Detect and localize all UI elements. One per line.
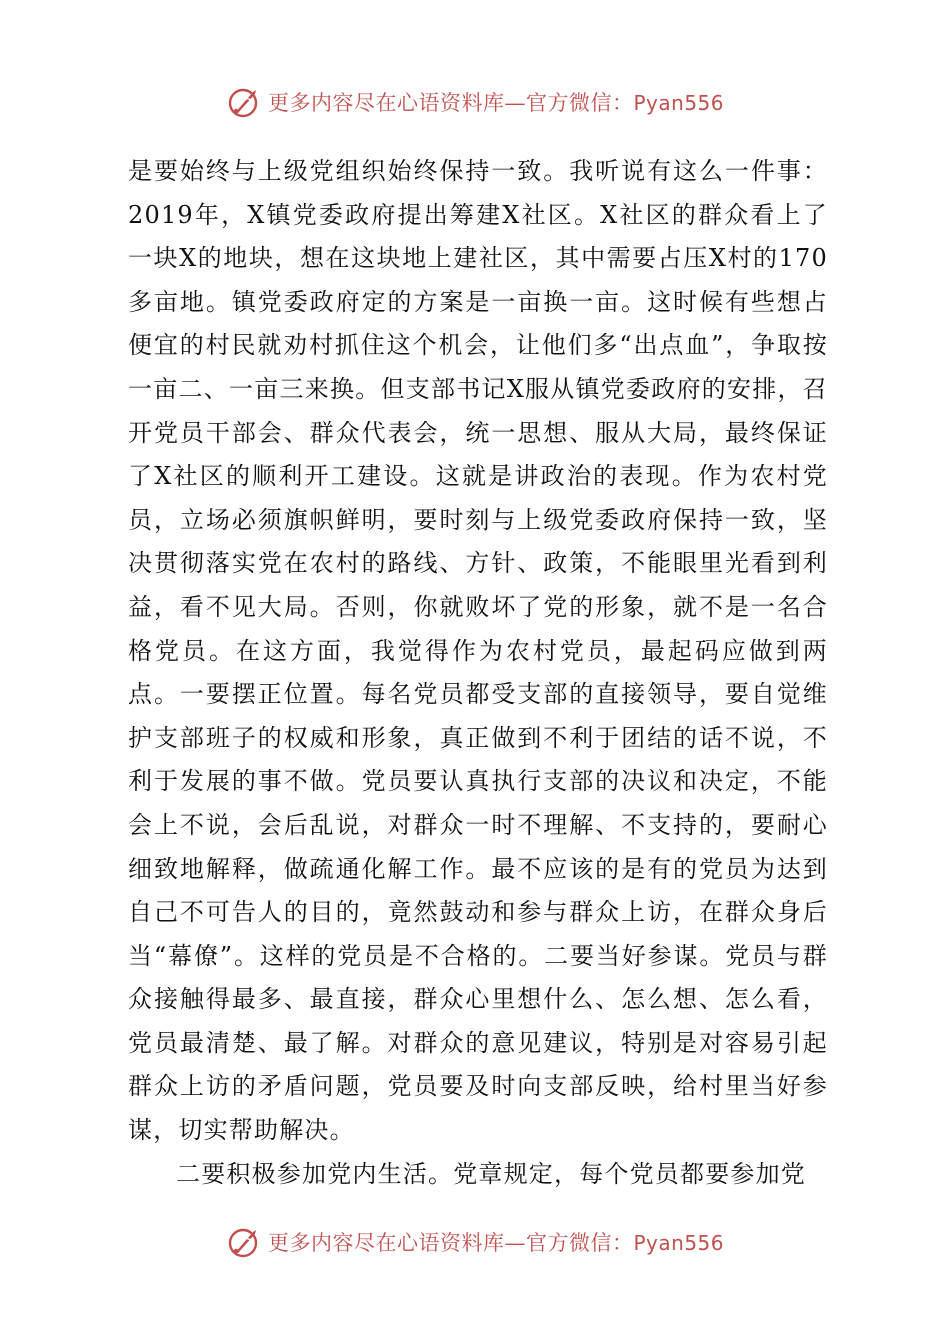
banner-wechat-id: Pyan556 xyxy=(633,1231,724,1255)
body-paragraph: 二要积极参加党内生活。党章规定，每个党员都要参加党 xyxy=(176,1159,806,1188)
quill-pen-circle-icon xyxy=(226,1224,262,1260)
header-watermark-banner xyxy=(0,82,950,122)
banner-text: 更多内容尽在心语资料库—官方微信：Pyan556 xyxy=(267,1231,724,1255)
document-body xyxy=(128,150,828,1196)
banner-wechat-id: Pyan556 xyxy=(633,91,724,115)
banner-text: 更多内容尽在心语资料库—官方微信：Pyan556 xyxy=(267,91,724,115)
body-paragraph: 是要始终与上级党组织始终保持一致。我听说有这么一件事：2019年，X镇党委政府提出筹建X社区。X社区的群众看上了一块X的地块，想在这块地上建社区，其中需要占压X村的170多亩地。镇党委政府定的方案是一亩换一亩。这时候有些想占便宜的村民就劝村抓住这个机会，让他们多“出点血”，争取按一亩二、一亩三来换。但支部书记X服从镇党委政府的安排，召开党员干部会、群众代表会，统一思想、服从大局，最终保证了X社区的顺利开工建设。这就是讲政治的表现。作为农村党员，立场必须旗帜鲜明，要时刻与上级党委政府保持一致，坚决贯彻落实党在农村的路线、方针、政策，不能眼里光看到利益，看不见大局。否则，你就败坏了党的形象，就不是一名合格党员。在这方面，我觉得作为农村党员，最起码应做到两点。一要摆正位置。每名党员都受支部的直接领导，要自觉维护支部班子的权威和形象，真正做到不利于团结的话不说，不利于发展的事不做。党员要认真执行支部的决议和决定，不能会上不说，会后乱说，对群众一时不理解、不支持的，要耐心细致地解释，做疏通化解工作。最不应该的是有的党员为达到自己不可告人的目的，竟然鼓动和参与群众上访，在群众身后当“幕僚”。这样的党员是不合格的。二要当好参谋。党员与群众接触得最多、最直接，群众心里想什么、怎么想、怎么看，党员最清楚、最了解。对群众的意见建议，特别是对容易引起群众上访的矛盾问题，党员要及时向支部反映，给村里当好参谋，切实帮助解决。 xyxy=(128,157,828,1145)
quill-pen-circle-icon xyxy=(226,84,262,120)
footer-watermark-banner xyxy=(0,1222,950,1262)
